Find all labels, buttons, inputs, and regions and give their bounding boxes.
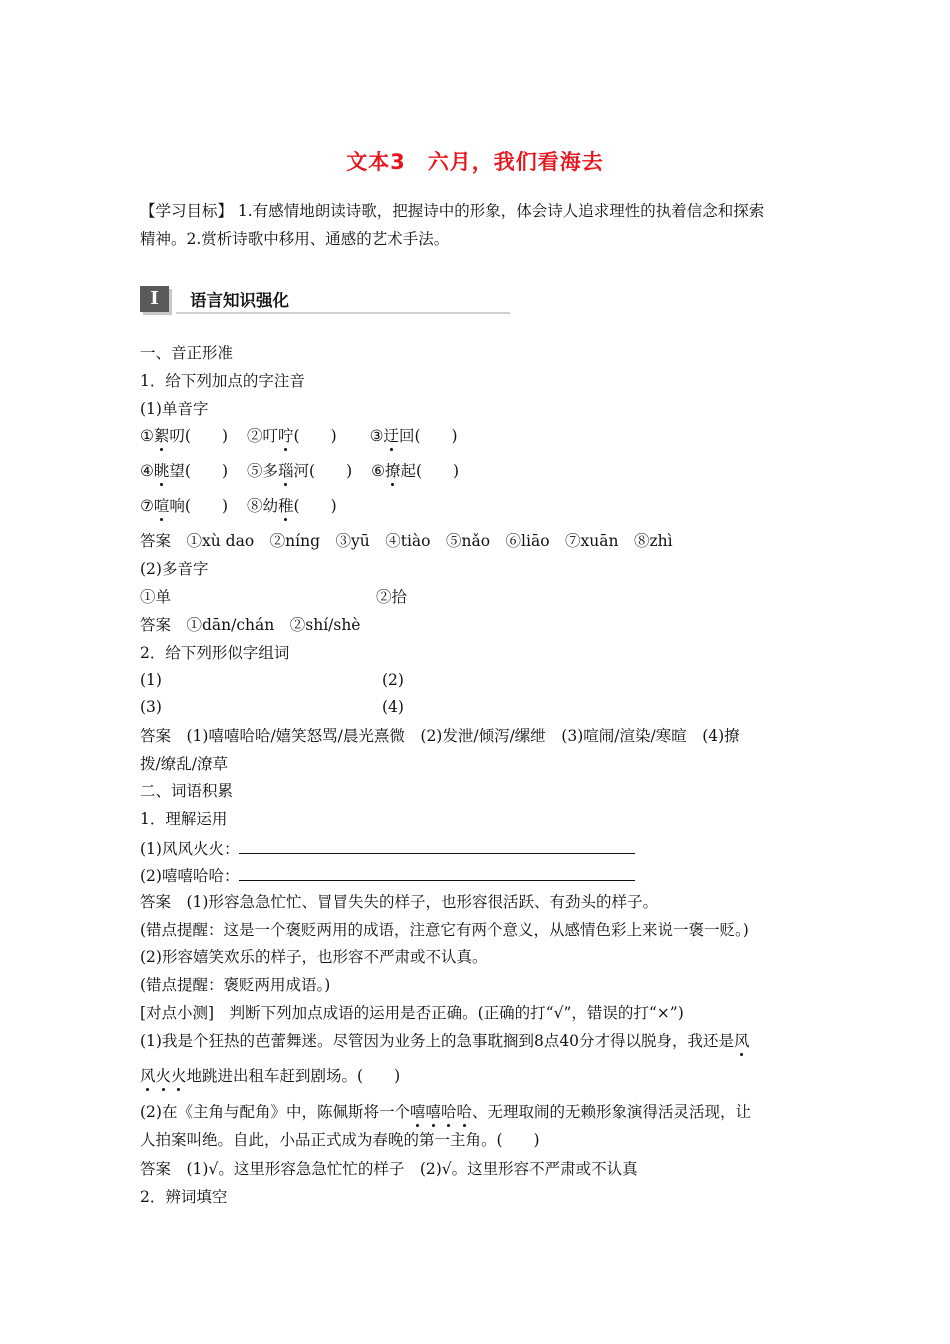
question-2: 2．给下列形似字组词: [140, 644, 290, 662]
answer-words-line-1: 答案 (1)嘻嘻哈哈/嬉笑怒骂/晨光熹微 (2)发泄/倾泻/缧绁 (3)喧闹/渲染/寒暄 (4)撩: [140, 727, 740, 745]
grid-row-2: [140, 697, 404, 717]
note-1: (错点提醒：这是一个褒贬两用的成语，注意它有两个意义，从感情色彩上来说一褒一贬。): [140, 921, 749, 939]
char-item: ④眺望( ): [140, 462, 229, 480]
test-1-line-1: (1)我是个狂热的芭蕾舞迷。尽管因为业务上的急事耽搁到8点40分才得以脱身，我还是风: [140, 1032, 750, 1050]
grid-item-1: (1): [140, 671, 162, 689]
grid-item-4: (4): [382, 698, 404, 716]
char-item: ⑧幼稚( ): [246, 497, 337, 515]
answer-words-line-2: 拨/缭乱/潦草: [140, 755, 228, 773]
objectives-line-2: 精神。2.赏析诗歌中移用、通感的艺术手法。: [140, 230, 450, 248]
answer-multi: 答案 ①dān/chán ②shí/shè: [140, 616, 361, 634]
multi-item-b: ②拾: [376, 588, 408, 606]
char-item: ⑥撩起( ): [371, 462, 460, 480]
multi-item-a: ①单: [140, 588, 172, 606]
chars-row-1: [140, 426, 458, 446]
fill-label-1: (1)风风火火：: [140, 840, 240, 858]
char-item: ⑤多瑙河( ): [246, 462, 353, 480]
chars-row-3: [140, 496, 337, 516]
char-item: ⑦喧响( ): [140, 497, 229, 515]
grid-item-3: (3): [140, 698, 162, 716]
chars-row-2: [140, 461, 459, 481]
section-title: 语言知识强化: [190, 291, 289, 310]
test-1-line-2: 风火火地跳进出租车赶到剧场。( ): [140, 1067, 401, 1085]
section-rule: [176, 312, 510, 314]
heading-ciyu: 二、词语积累: [140, 782, 234, 800]
sub-single: (1)单音字: [140, 400, 209, 418]
fill-line-2: [140, 864, 635, 886]
blank-line[interactable]: [239, 837, 635, 854]
test-heading: [对点小测] 判断下列加点成语的运用是否正确。(正确的打“√”，错误的打“×”): [140, 1004, 684, 1022]
objectives-line-1: 【学习目标】 1.有感情地朗读诗歌，把握诗中的形象，体会诗人追求理性的执着信念和探索: [140, 202, 765, 220]
question-understand: 1．理解运用: [140, 810, 228, 828]
question-1: 1．给下列加点的字注音: [140, 372, 305, 390]
grid-item-2: (2): [382, 671, 404, 689]
answer-test: 答案 (1)√。这里形容急急忙忙的样子 (2)√。这里形容不严肃或不认真: [140, 1160, 638, 1178]
answer-fengfeng: 答案 (1)形容急急忙忙、冒冒失失的样子，也形容很活跃、有劲头的样子。: [140, 893, 658, 911]
test-2-line-1: (2)在《主角与配角》中，陈佩斯将一个嘻嘻哈哈、无理取闹的无赖形象演得活灵活现，让: [140, 1103, 752, 1121]
char-item: ①絮叨( ): [140, 427, 229, 445]
sub-multi: (2)多音字: [140, 560, 209, 578]
grid-row-1: [140, 670, 404, 690]
answer-xixi: (2)形容嬉笑欢乐的样子，也形容不严肃或不认真。: [140, 948, 488, 966]
heading-yinzheng: 一、音正形准: [140, 344, 234, 362]
fill-label-2: (2)嘻嘻哈哈：: [140, 867, 240, 885]
answer-pinyin: 答案 ①xù dao ②níng ③yū ④tiào ⑤nǎo ⑥liāo ⑦xuān ⑧zhì: [140, 532, 673, 550]
section-header: [140, 286, 510, 314]
char-item: ③迂回( ): [369, 427, 458, 445]
fill-line-1: [140, 837, 635, 859]
test-2-line-2: 人拍案叫绝。自此，小品正式成为春晚的第一主角。( ): [140, 1131, 540, 1149]
question-bianci: 2．辨词填空: [140, 1188, 228, 1206]
document-title: 文本3 六月，我们看海去: [346, 150, 604, 174]
note-2: (错点提醒：褒贬两用成语。): [140, 976, 331, 994]
char-item: ②叮咛( ): [246, 427, 337, 445]
blank-line[interactable]: [239, 864, 635, 881]
multi-row: [140, 587, 408, 607]
section-badge: I: [140, 286, 169, 312]
